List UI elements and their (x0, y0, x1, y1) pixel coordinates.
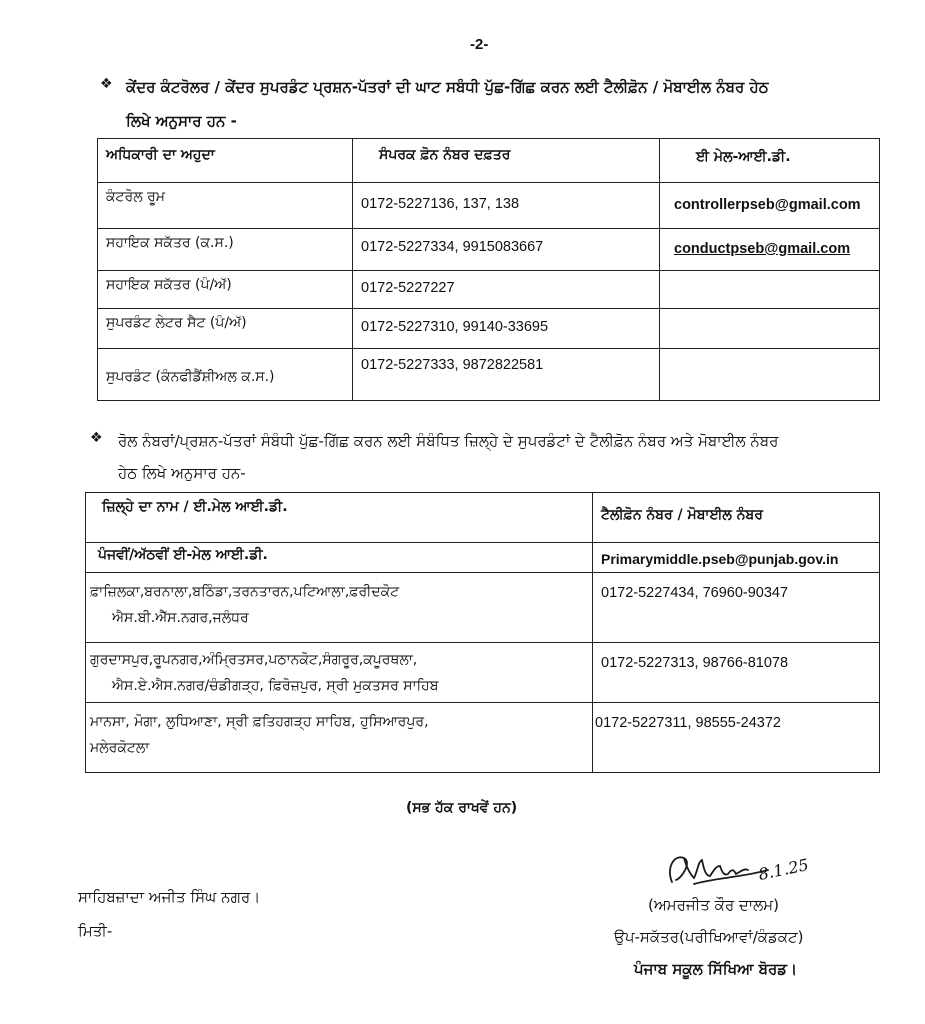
header-phone: ਸੰਪਰਕ ਫ਼ੋਨ ਨੰਬਰ ਦਫ਼ਤਰ (353, 139, 660, 183)
phone-cell: 0172-5227311, 98555-24372 (593, 703, 880, 773)
table-row (98, 183, 880, 229)
table-row (98, 349, 880, 401)
date-label: ਮਿਤੀ- (78, 922, 113, 940)
section2-intro-line2: ਹੇਠ ਲਿਖੇ ਅਨੁਸਾਰ ਹਨ- (118, 464, 246, 482)
table-row (98, 229, 880, 271)
table-row (86, 543, 880, 573)
phone-cell: 0172-5227310, 99140-33695 (353, 309, 660, 349)
table-header-row (86, 493, 880, 543)
table-row (86, 573, 880, 643)
table-header-row (98, 139, 880, 183)
email-link[interactable]: controllerpseb@gmail.com (660, 183, 880, 229)
bullet-icon: ❖ (100, 76, 113, 92)
phone-cell: 0172-5227136, 137, 138 (353, 183, 660, 229)
officer-contacts-table (97, 138, 880, 401)
email-label: ਪੰਜਵੀਂ/ਅੱਠਵੀਂ ਈ-ਮੇਲ ਆਈ.ਡੀ. (86, 543, 593, 573)
email-cell (660, 309, 880, 349)
table-row (86, 643, 880, 703)
phone-cell: 0172-5227313, 98766-81078 (593, 643, 880, 703)
district-list-line: ਐਸ.ਏ.ਐਸ.ਨਗਰ/ਚੰਡੀਗੜ੍ਹ, ਫ਼ਿਰੋਜ਼ਪੁਰ, ਸ੍ਰੀ ਮੁਕਤਸਰ ਸਾਹਿਬ (112, 678, 439, 694)
section1-intro-line1: ਕੇਂਦਰ ਕੰਟਰੋਲਰ / ਕੇਂਦਰ ਸੁਪਰਡੰਟ ਪ੍ਰਸ਼ਨ-ਪੱਤਰਾਂ ਦੀ ਘਾਟ ਸਬੰਧੀ ਪੁੱਛ-ਗਿੱਛ ਕਰਨ ਲਈ ਟੈਲੀਫ਼ੋਨ / ਮੋਬਾਈਲ ਨੰਬਰ ਹੇਠ (126, 78, 769, 96)
phone-cell: 0172-5227227 (353, 271, 660, 309)
page-number: -2- (470, 36, 489, 53)
district-contacts-table (85, 492, 880, 773)
email-cell (660, 349, 880, 401)
district-list-line: ਗੁਰਦਾਸਪੁਰ,ਰੂਪਨਗਰ,ਅੰਮ੍ਰਿਤਸਰ,ਪਠਾਨਕੋਟ,ਸੰਗਰੂਰ,ਕਪੂਰਥਲਾ, (90, 652, 418, 668)
district-list-line: ਮਲੇਰਕੋਟਲਾ (90, 740, 150, 756)
signature-date: 8.1.25 (756, 854, 811, 885)
post-cell: ਸਹਾਇਕ ਸਕੱਤਰ (ਪੰ/ਅੱ) (98, 271, 353, 309)
table-row (86, 703, 880, 773)
header-email: ਈ ਮੇਲ-ਆਈ.ਡੀ. (660, 139, 880, 183)
phone-cell: 0172-5227334, 9915083667 (353, 229, 660, 271)
place-of-issue: ਸਾਹਿਬਜ਼ਾਦਾ ਅਜੀਤ ਸਿੰਘ ਨਗਰ। (78, 888, 261, 906)
post-cell: ਕੰਟਰੋਲ ਰੂਮ (98, 183, 353, 229)
post-cell: ਸੁਪਰਡੰਟ (ਕੰਨਫੀਡੈਂਸ਼ੀਅਲ ਕ.ਸ.) (98, 349, 353, 401)
email-link[interactable]: conductpseb@gmail.com (660, 229, 880, 271)
post-cell: ਸੁਪਰਡੰਟ ਲੇਟਰ ਸੈਟ (ਪੰ/ਅੱ) (98, 309, 353, 349)
header-district: ਜ਼ਿਲ੍ਹੇ ਦਾ ਨਾਮ / ਈ.ਮੇਲ ਆਈ.ਡੀ. (86, 493, 593, 543)
header-post: ਅਧਿਕਾਰੀ ਦਾ ਅਹੁਦਾ (98, 139, 353, 183)
phone-cell: 0172-5227333, 9872822581 (353, 349, 660, 401)
email-cell (660, 271, 880, 309)
organization-name: ਪੰਜਾਬ ਸਕੂਲ ਸਿੱਖਿਆ ਬੋਰਡ। (634, 960, 798, 978)
table-row (98, 309, 880, 349)
header-phone: ਟੈਲੀਫ਼ੋਨ ਨੰਬਰ / ਮੋਬਾਈਲ ਨੰਬਰ (593, 493, 880, 543)
district-cell (86, 643, 593, 703)
section1-intro-line2: ਲਿਖੇ ਅਨੁਸਾਰ ਹਨ - (126, 112, 237, 130)
section2-intro-line1: ਰੋਲ ਨੰਬਰਾਂ/ਪ੍ਰਸ਼ਨ-ਪੱਤਰਾਂ ਸੰਬੰਧੀ ਪੁੱਛ-ਗਿੱਛ ਕਰਨ ਲਈ ਸੰਬੰਧਿਤ ਜ਼ਿਲ੍ਹੇ ਦੇ ਸੁਪਰਡੰਟਾਂ ਦੇ ਟੈਲੀਫ਼ੋਨ ਨੰਬਰ ਅਤੇ ਮੋਬਾਈਲ ਨੰਬਰ (118, 432, 779, 450)
district-cell (86, 703, 593, 773)
signatory-designation: ਉਪ-ਸਕੱਤਰ(ਪਰੀਖਿਆਵਾਂ/ਕੰਡਕਟ) (614, 928, 804, 946)
phone-cell: 0172-5227434, 76960-90347 (593, 573, 880, 643)
district-list-line: ਫ਼ਾਜ਼ਿਲਕਾ,ਬਰਨਾਲਾ,ਬਠਿੰਡਾ,ਤਰਨਤਾਰਨ,ਪਟਿਆਲਾ,ਫ਼ਰੀਦਕੋਟ (90, 584, 400, 600)
district-list-line: ਮਾਨਸਾ, ਮੋਗਾ, ਲੁਧਿਆਣਾ, ਸ੍ਰੀ ਫ਼ਤਿਹਗੜ੍ਹ ਸਾਹਿਬ, ਹੁਸਿਆਰਪੁਰ, (90, 714, 429, 730)
table-row (98, 271, 880, 309)
rights-reserved-note: (ਸਭ ਹੱਕ ਰਾਖਵੇਂ ਹਨ) (406, 800, 518, 816)
post-cell: ਸਹਾਇਕ ਸਕੱਤਰ (ਕ.ਸ.) (98, 229, 353, 271)
signatory-name: (ਅਮਰਜੀਤ ਕੌਰ ਦਾਲਮ) (648, 896, 779, 914)
district-cell (86, 573, 593, 643)
email-link[interactable]: Primarymiddle.pseb@punjab.gov.in (593, 543, 880, 573)
bullet-icon: ❖ (90, 430, 103, 446)
district-list-line: ਐਸ.ਬੀ.ਐੱਸ.ਨਗਰ,ਜਲੰਧਰ (112, 610, 249, 626)
